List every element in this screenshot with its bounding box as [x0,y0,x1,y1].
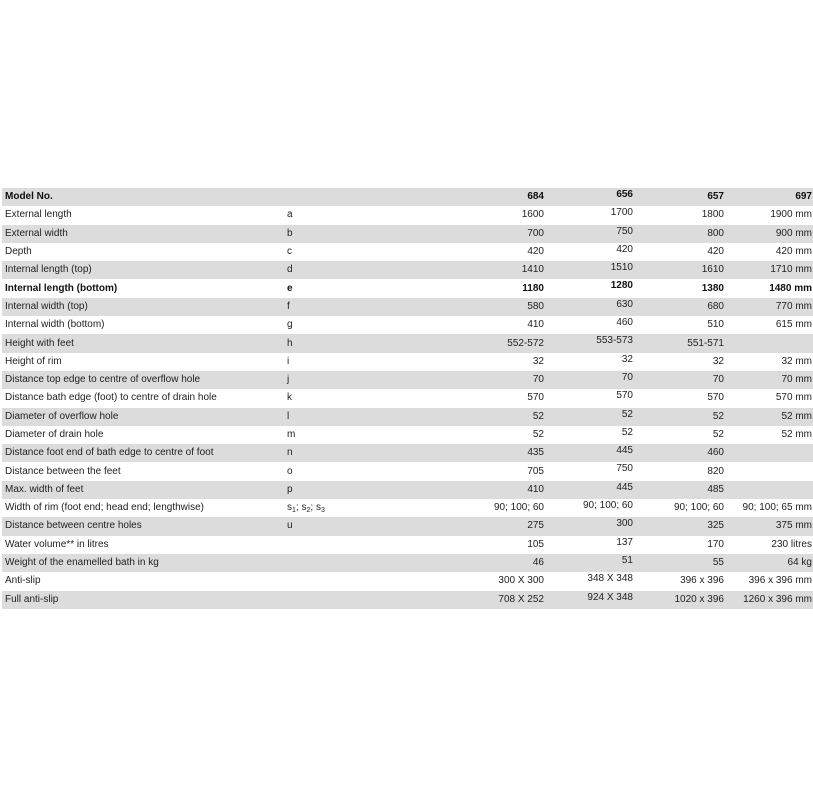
row-value: 70 [545,371,635,389]
row-value [726,481,813,499]
row-value: 460 [545,316,635,334]
row-value: 275 [407,517,545,535]
row-symbol: l [287,408,407,426]
row-value: 570 [635,389,726,407]
table-row [2,408,813,426]
row-value: 630 [545,298,635,316]
row-value: 420 [635,243,726,261]
row-value: 52 [545,426,635,444]
table-row [2,554,813,572]
row-value: 1600 [407,206,545,224]
table-row [2,225,813,243]
row-value: 1380 [635,279,726,297]
row-value: 1480 mm [726,279,813,297]
row-value: 300 X 300 [407,572,545,590]
row-symbol: u [287,517,407,535]
spec-table [2,188,813,609]
table-row [2,462,813,480]
row-symbol: a [287,206,407,224]
row-value [726,334,813,352]
model-657-header: 657 [635,188,726,206]
row-value: 348 X 348 [545,572,635,590]
row-value: 820 [635,462,726,480]
row-label: Full anti-slip [2,591,287,609]
row-value: 1020 x 396 [635,591,726,609]
row-symbol [287,554,407,572]
row-value: 700 [407,225,545,243]
row-value: 1710 mm [726,261,813,279]
row-value: 770 mm [726,298,813,316]
table-row [2,481,813,499]
table-row [2,444,813,462]
row-symbol: n [287,444,407,462]
row-value: 90; 100; 60 [407,499,545,517]
table-row [2,591,813,609]
row-label: Internal length (top) [2,261,287,279]
row-symbol: $s_1$; $s_2$; $s_3$ [287,499,407,517]
row-value: 1800 [635,206,726,224]
table-row [2,426,813,444]
row-value: 553-573 [545,334,635,352]
row-value: 300 [545,517,635,535]
row-value: 420 [545,243,635,261]
row-symbol: e [287,279,407,297]
row-value: 420 [407,243,545,261]
table-row [2,243,813,261]
row-label: Distance top edge to centre of overflow hole [2,371,287,389]
table-row [2,261,813,279]
row-symbol: g [287,316,407,334]
row-value: 32 [407,353,545,371]
row-label: Height of rim [2,353,287,371]
row-label: Distance between centre holes [2,517,287,535]
table-row [2,517,813,535]
row-value: 410 [407,316,545,334]
row-label: Weight of the enamelled bath in kg [2,554,287,572]
row-label: Internal width (bottom) [2,316,287,334]
row-value: 52 [635,408,726,426]
table-row [2,316,813,334]
row-label: Anti-slip [2,572,287,590]
row-value: 52 [545,408,635,426]
row-value: 435 [407,444,545,462]
table-row [2,536,813,554]
row-value: 55 [635,554,726,572]
table-row [2,371,813,389]
row-symbol: d [287,261,407,279]
header-symbol [287,188,407,206]
row-label: Height with feet [2,334,287,352]
row-value: 90; 100; 60 [635,499,726,517]
model-684-header: 684 [407,188,545,206]
table-row [2,206,813,224]
row-value: 800 [635,225,726,243]
row-label: Diameter of drain hole [2,426,287,444]
row-value: 51 [545,554,635,572]
row-symbol: b [287,225,407,243]
row-value: 52 mm [726,426,813,444]
row-value: 445 [545,444,635,462]
row-value: 570 [545,389,635,407]
row-symbol: j [287,371,407,389]
row-symbol [287,536,407,554]
row-value: 52 [635,426,726,444]
row-value: 615 mm [726,316,813,334]
row-value: 137 [545,536,635,554]
row-value: 1610 [635,261,726,279]
row-value: 410 [407,481,545,499]
row-value: 924 X 348 [545,591,635,609]
table-row [2,279,813,297]
row-value: 32 [635,353,726,371]
row-value: 750 [545,225,635,243]
row-value: 460 [635,444,726,462]
row-label: Max. width of feet [2,481,287,499]
row-value: 396 x 396 mm [726,572,813,590]
row-value: 375 mm [726,517,813,535]
row-value: 552-572 [407,334,545,352]
row-label: Distance foot end of bath edge to centre of foot [2,444,287,462]
row-label: Internal length (bottom) [2,279,287,297]
row-value: 1260 x 396 mm [726,591,813,609]
row-value: 900 mm [726,225,813,243]
row-label: Distance bath edge (foot) to centre of drain hole [2,389,287,407]
header-label: Model No. [2,188,287,206]
row-symbol: m [287,426,407,444]
row-value: 1510 [545,261,635,279]
row-symbol: c [287,243,407,261]
row-value: 420 mm [726,243,813,261]
row-label: Depth [2,243,287,261]
row-value: 1410 [407,261,545,279]
row-value: 52 [407,408,545,426]
model-656-header: 656 [545,188,635,206]
row-value: 90; 100; 65 mm [726,499,813,517]
row-value: 52 [407,426,545,444]
row-label: External length [2,206,287,224]
row-value: 551-571 [635,334,726,352]
table-row [2,499,813,517]
row-symbol [287,572,407,590]
row-symbol: p [287,481,407,499]
row-value: 1180 [407,279,545,297]
row-value: 1900 mm [726,206,813,224]
row-value: 570 [407,389,545,407]
row-symbol: o [287,462,407,480]
row-value: 64 kg [726,554,813,572]
row-value: 750 [545,462,635,480]
row-value: 510 [635,316,726,334]
row-value: 52 mm [726,408,813,426]
row-value [726,462,813,480]
row-label: Diameter of overflow hole [2,408,287,426]
row-value: 680 [635,298,726,316]
row-value: 445 [545,481,635,499]
row-value: 70 mm [726,371,813,389]
row-value: 70 [635,371,726,389]
row-value: 70 [407,371,545,389]
row-value: 1700 [545,206,635,224]
row-value: 32 mm [726,353,813,371]
table-header-row [2,188,813,206]
row-value: 32 [545,353,635,371]
row-value: 90; 100; 60 [545,499,635,517]
row-value: 396 x 396 [635,572,726,590]
row-symbol: h [287,334,407,352]
row-value: 170 [635,536,726,554]
model-697-header: 697 [726,188,813,206]
row-value [726,444,813,462]
row-label: Width of rim (foot end; head end; lengthwise) [2,499,287,517]
row-symbol [287,591,407,609]
row-value: 46 [407,554,545,572]
row-symbol: k [287,389,407,407]
row-label: External width [2,225,287,243]
row-label: Internal width (top) [2,298,287,316]
row-value: 570 mm [726,389,813,407]
row-value: 485 [635,481,726,499]
table-row [2,389,813,407]
row-symbol: f [287,298,407,316]
row-symbol: i [287,353,407,371]
row-value: 230 litres [726,536,813,554]
row-label: Water volume** in litres [2,536,287,554]
row-value: 705 [407,462,545,480]
row-value: 708 X 252 [407,591,545,609]
row-value: 325 [635,517,726,535]
table-row [2,572,813,590]
row-value: 1280 [545,279,635,297]
table-row [2,334,813,352]
row-label: Distance between the feet [2,462,287,480]
table-row [2,353,813,371]
row-value: 105 [407,536,545,554]
table-row [2,298,813,316]
row-value: 580 [407,298,545,316]
